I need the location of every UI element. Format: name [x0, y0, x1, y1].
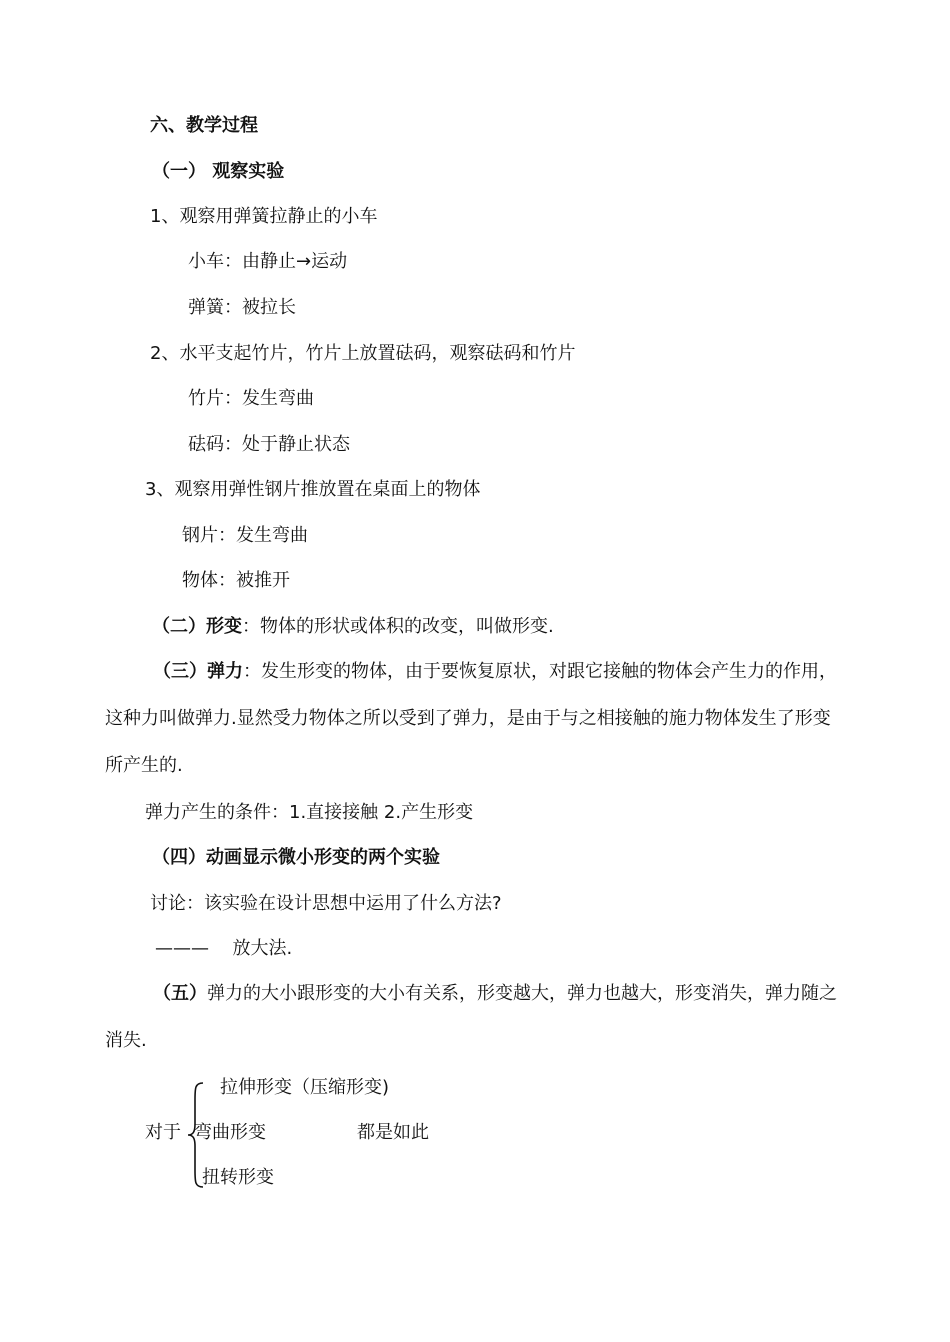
type-torsion: 扭转形变 [202, 1167, 274, 1188]
answer-line [155, 937, 292, 961]
item-3-steel: 钢片：发生弯曲 [182, 525, 308, 546]
heading-animation: （四）动画显示微小形变的两个实验 [152, 847, 440, 868]
discussion: 讨论：该实验在设计思想中运用了什么方法? [150, 893, 502, 914]
type-tensile: 拉伸形变（压缩形变) [220, 1077, 390, 1098]
magnitude-paragraph [105, 970, 847, 1064]
elastic-force-paragraph [105, 648, 847, 789]
answer-dash: ——— [155, 938, 209, 959]
type-bending: 弯曲形变 [194, 1122, 266, 1143]
elastic-force-label: （三）弹力 [153, 661, 243, 682]
item-2: 2、水平支起竹片，竹片上放置砝码，观察砝码和竹片 [150, 343, 576, 364]
item-1-cart: 小车：由静止→运动 [188, 251, 348, 272]
deformation-text: ：物体的形状或体积的改变，叫做形变. [242, 616, 554, 637]
answer-text: 放大法. [232, 938, 293, 959]
elastic-force-text: ：发生形变的物体，由于要恢复原状，对跟它接触的物体会产生力的作用，这种力叫做弹力.显然受力物体之所以受到了弹力，是由于与之相接触的施力物体发生了形变所产生的. [105, 661, 837, 776]
deformation-label: （二）形变 [152, 616, 242, 637]
heading-observation: （一） 观察实验 [152, 161, 285, 182]
magnitude-text: 弹力的大小跟形变的大小有关系，形变越大，弹力也越大，形变消失，弹力随之消失. [105, 983, 837, 1051]
item-2-bamboo: 竹片：发生弯曲 [188, 388, 314, 409]
types-prefix: 对于 [145, 1122, 181, 1143]
item-1-spring: 弹簧：被拉长 [188, 297, 296, 318]
section-title: 六、教学过程 [150, 115, 258, 136]
item-1: 1、观察用弹簧拉静止的小车 [150, 206, 378, 227]
item-3-object: 物体：被推开 [182, 570, 290, 591]
deformation-definition [152, 615, 554, 639]
item-2-weight: 砝码：处于静止状态 [188, 434, 350, 455]
magnitude-label: （五） [153, 983, 207, 1004]
types-suffix: 都是如此 [357, 1122, 429, 1143]
item-3: 3、观察用弹性钢片推放置在桌面上的物体 [145, 479, 481, 500]
elastic-conditions: 弹力产生的条件：1.直接接触 2.产生形变 [145, 802, 474, 823]
